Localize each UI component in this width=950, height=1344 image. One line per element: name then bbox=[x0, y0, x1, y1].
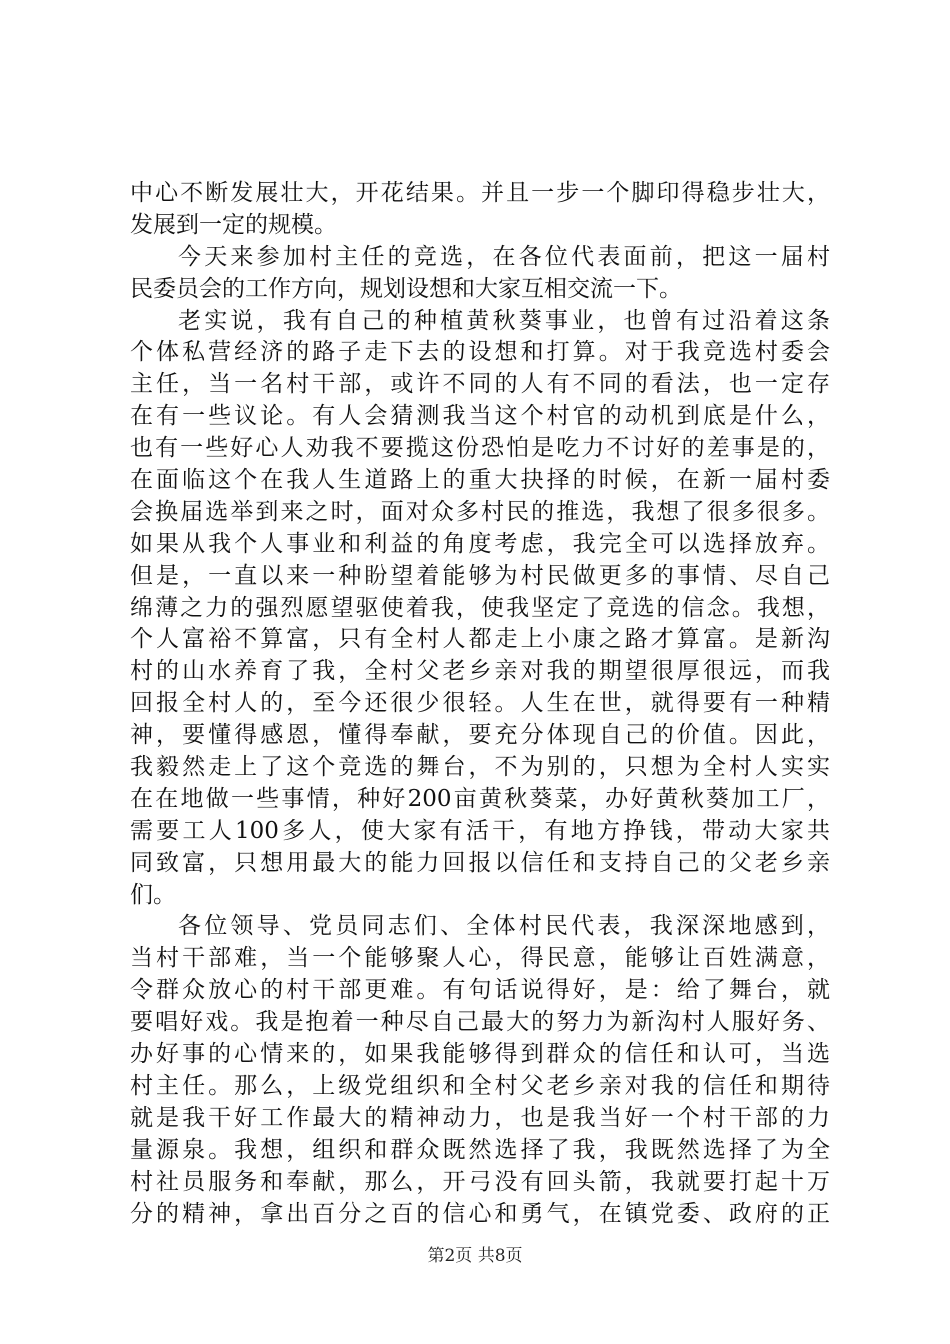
text-line: 村社员服务和奉献，那么，开弓没有回头箭，我就要打起十万 bbox=[130, 1168, 830, 1195]
text-line: 如果从我个人事业和利益的角度考虑，我完全可以选择放弃。 bbox=[130, 530, 830, 557]
text-line: 回报全村人的，至今还很少很轻。人生在世，就得要有一种精 bbox=[130, 690, 830, 717]
text-line: 绵薄之力的强烈愿望驱使着我，使我坚定了竞选的信念。我想， bbox=[130, 594, 830, 621]
text-line: 今天来参加村主任的竞选，在各位代表面前，把这一届村 bbox=[178, 243, 830, 270]
text-line: 要唱好戏。我是抱着一种尽自己最大的努力为新沟村人服好务、 bbox=[130, 1009, 830, 1036]
text-line: 也有一些好心人劝我不要揽这份恐怕是吃力不讨好的差事是的， bbox=[130, 435, 830, 462]
text-line: 会换届选举到来之时，面对众多村民的推选，我想了很多很多。 bbox=[130, 498, 830, 525]
text-line: 老实说，我有自己的种植黄秋葵事业，也曾有过沿着这条 bbox=[178, 307, 830, 334]
body-text bbox=[130, 178, 830, 1230]
text-line: 民委员会的工作方向，规划设想和大家互相交流一下。 bbox=[130, 275, 682, 302]
text-line: 量源泉。我想，组织和群众既然选择了我，我既然选择了为全 bbox=[130, 1136, 830, 1163]
text-line: 就是我干好工作最大的精神动力，也是我当好一个村干部的力 bbox=[130, 1104, 830, 1131]
text-line: 令群众放心的村干部更难。有句话说得好，是：给了舞台，就 bbox=[130, 977, 830, 1004]
text-line: 在有一些议论。有人会猜测我当这个村官的动机到底是什么， bbox=[130, 403, 830, 430]
text-line: 神，要懂得感恩，懂得奉献，要充分体现自己的价值。因此， bbox=[130, 722, 830, 749]
text-line: 需要工人100多人，使大家有活干，有地方挣钱，带动大家共 bbox=[130, 817, 830, 844]
text-line: 同致富，只想用最大的能力回报以信任和支持自己的父老乡亲 bbox=[130, 849, 830, 876]
text-line: 办好事的心情来的，如果我能够得到群众的信任和认可，当选 bbox=[130, 1041, 830, 1068]
text-line: 主任，当一名村干部，或许不同的人有不同的看法，也一定存 bbox=[130, 371, 830, 398]
text-line: 发展到一定的规模。 bbox=[130, 211, 337, 238]
page-footer: 第2页 共8页 bbox=[427, 1246, 523, 1266]
text-line: 当村干部难，当一个能够聚人心，得民意，能够让百姓满意， bbox=[130, 945, 830, 972]
text-line: 们。 bbox=[130, 881, 176, 908]
text-line: 村的山水养育了我，全村父老乡亲对我的期望很厚很远，而我 bbox=[130, 658, 830, 685]
text-line: 但是，一直以来一种盼望着能够为村民做更多的事情、尽自己 bbox=[130, 562, 830, 589]
text-line: 各位领导、党员同志们、全体村民代表，我深深地感到， bbox=[178, 913, 830, 940]
text-line: 中心不断发展壮大，开花结果。并且一步一个脚印得稳步壮大， bbox=[130, 180, 830, 206]
text-line: 村主任。那么，上级党组织和全村父老乡亲对我的信任和期待 bbox=[130, 1072, 830, 1099]
text-line: 分的精神，拿出百分之百的信心和勇气，在镇党委、政府的正 bbox=[130, 1200, 830, 1227]
text-line: 我毅然走上了这个竞选的舞台，不为别的，只想为全村人实实 bbox=[130, 754, 830, 781]
text-line: 个人富裕不算富，只有全村人都走上小康之路才算富。是新沟 bbox=[130, 626, 830, 653]
text-line: 在在地做一些事情，种好200亩黄秋葵菜，办好黄秋葵加工厂， bbox=[130, 785, 830, 812]
text-line: 个体私营经济的路子走下去的设想和打算。对于我竞选村委会 bbox=[130, 339, 830, 366]
text-line: 在面临这个在我人生道路上的重大抉择的时候，在新一届村委 bbox=[130, 467, 830, 494]
